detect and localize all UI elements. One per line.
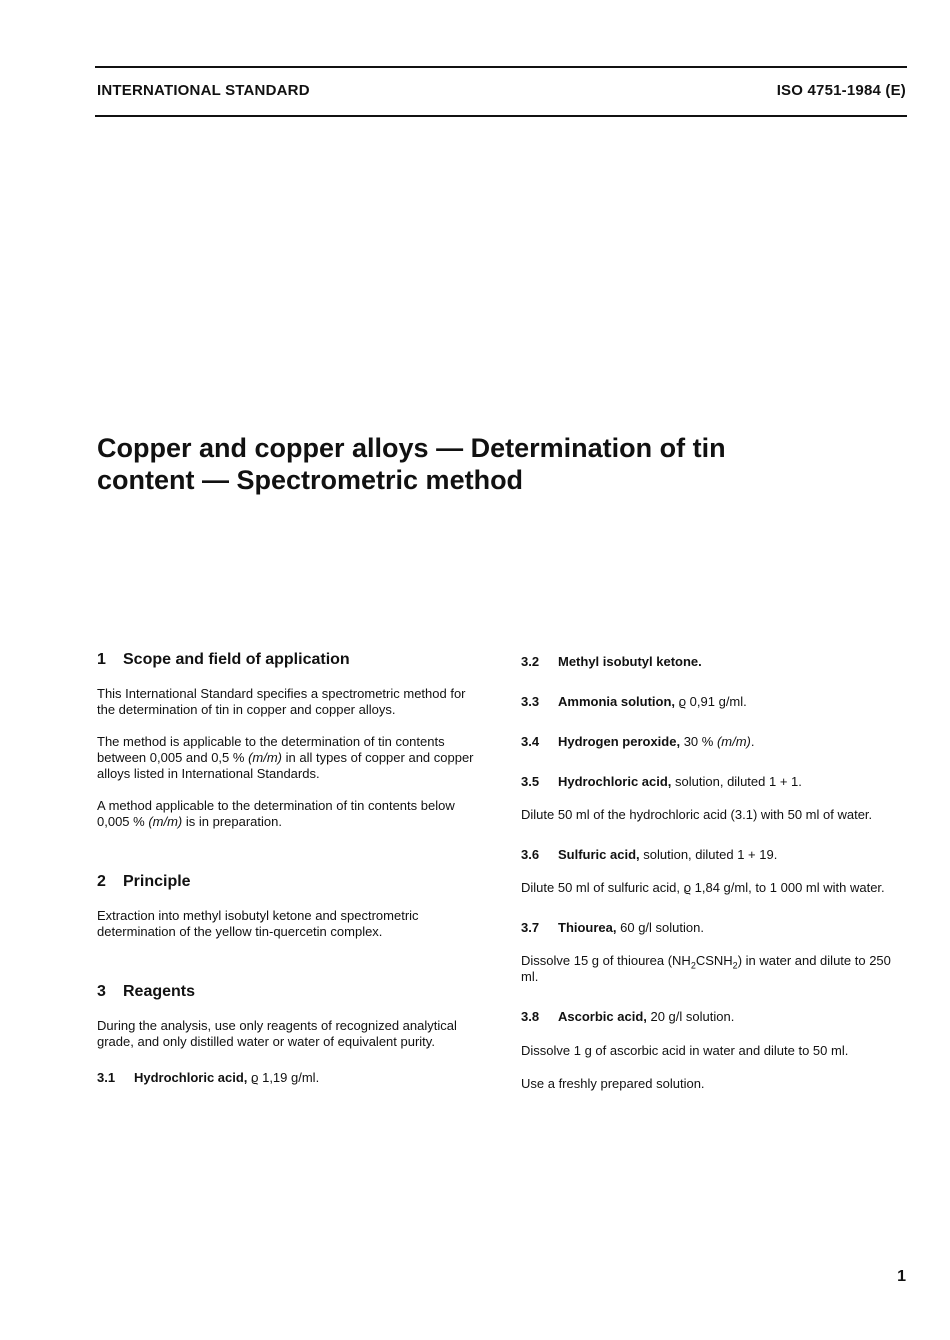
- section-1-para-1: This International Standard specifies a spectrometric method for the determination of tin in copper and copper alloys.: [97, 686, 466, 717]
- section-1-para-3-text-b: is in preparation.: [182, 814, 282, 829]
- reagent-label: Hydrogen peroxide,: [558, 734, 681, 749]
- title-line-1: Copper and copper alloys — Determination of tin: [97, 433, 726, 463]
- section-1-para-2: [97, 734, 485, 782]
- reagent-text: ϱ 1,19 g/ml.: [247, 1070, 320, 1085]
- section-1-para-3: [97, 798, 485, 830]
- mass-fraction-unit: (m/m): [148, 814, 183, 829]
- section-3-heading: [97, 982, 485, 1002]
- section-3-title: Reagents: [123, 983, 196, 1000]
- section-1-para-2-text-a: The method is applicable to the determination of tin contents between 0,005 and 0,5 %: [97, 734, 445, 765]
- section-1-title: Scope and field of application: [123, 651, 350, 668]
- reagent-text-end: .: [750, 734, 755, 749]
- reagent-label: Methyl isobutyl ketone.: [558, 654, 702, 669]
- section-1-heading: [97, 650, 485, 670]
- reagent-3-1: [97, 1070, 485, 1086]
- reagent-3-7-para: [521, 953, 909, 985]
- reagent-3-5-para: Dilute 50 ml of the hydrochloric acid (3.1) with 50 ml of water.: [521, 807, 873, 822]
- reagent-3-3: [521, 694, 909, 710]
- reagent-text: solution, diluted 1 + 19.: [639, 847, 778, 862]
- section-1-para-2-text-b: in all types of copper and copper alloys listed in International Standards.: [97, 750, 474, 781]
- reagent-3-7: [521, 920, 909, 936]
- reagent-number: 3.7: [521, 920, 540, 935]
- left-column: [97, 650, 485, 1086]
- section-2-number: 2: [97, 873, 106, 890]
- reagent-3-8-para-2: Use a freshly prepared solution.: [521, 1076, 705, 1091]
- reagent-number: 3.1: [97, 1070, 116, 1085]
- header-top-rule: [95, 66, 907, 68]
- reagent-3-8-para-1: Dissolve 1 g of ascorbic acid in water and dilute to 50 ml.: [521, 1043, 849, 1058]
- page-number: 1: [897, 1268, 906, 1285]
- header-doc-type: INTERNATIONAL STANDARD: [97, 82, 310, 99]
- reagent-number: 3.3: [521, 694, 540, 709]
- reagent-label: Hydrochloric acid,: [134, 1070, 248, 1085]
- reagent-number: 3.6: [521, 847, 540, 862]
- reagent-number: 3.8: [521, 1009, 540, 1024]
- reagent-number: 3.4: [521, 734, 540, 749]
- para-text: ) in water and dilute to 250 ml.: [521, 953, 891, 984]
- reagent-label: Thiourea,: [558, 920, 617, 935]
- reagent-label: Ammonia solution,: [558, 694, 675, 709]
- reagent-number: 3.5: [521, 774, 540, 789]
- reagent-text: 60 g/l solution.: [616, 920, 704, 935]
- subscript: 2: [732, 960, 738, 971]
- reagent-text: 30 %: [680, 734, 717, 749]
- document-title: [97, 432, 857, 496]
- reagent-3-2: [521, 654, 909, 670]
- reagent-text: solution, diluted 1 + 1.: [671, 774, 802, 789]
- reagent-3-4: [521, 734, 909, 750]
- header-doc-number: ISO 4751-1984 (E): [776, 82, 906, 99]
- header-bottom-rule: [95, 115, 907, 117]
- section-2-title: Principle: [123, 873, 191, 890]
- para-text: CSNH: [695, 953, 733, 968]
- reagent-number: 3.2: [521, 654, 540, 669]
- reagent-3-5: [521, 774, 909, 790]
- reagent-label: Sulfuric acid,: [558, 847, 640, 862]
- para-text: Dissolve 15 g of thiourea (NH: [521, 953, 691, 968]
- mass-fraction-unit: (m/m): [716, 734, 751, 749]
- reagent-3-8: [521, 1009, 909, 1025]
- section-2-para-1: Extraction into methyl isobutyl ketone and spectrometric determination of the yellow tin-quercetin complex.: [97, 908, 419, 939]
- title-line-2: content — Spectrometric method: [97, 465, 524, 495]
- reagent-label: Hydrochloric acid,: [558, 774, 672, 789]
- reagent-text: 20 g/l solution.: [646, 1009, 735, 1024]
- right-column: [521, 654, 909, 1092]
- section-3-para-1: During the analysis, use only reagents of recognized analytical grade, and only distilled water or water of equivalent purity.: [97, 1018, 457, 1049]
- section-1-number: 1: [97, 651, 106, 668]
- reagent-text: ϱ 0,91 g/ml.: [675, 694, 747, 709]
- reagent-label: Ascorbic acid,: [558, 1009, 647, 1024]
- subscript: 2: [690, 960, 696, 971]
- reagent-3-6-para: Dilute 50 ml of sulfuric acid, ϱ 1,84 g/ml, to 1 000 ml with water.: [521, 880, 885, 895]
- reagent-3-6: [521, 847, 909, 863]
- mass-fraction-unit: (m/m): [248, 750, 282, 765]
- section-2-heading: [97, 872, 485, 892]
- section-3-number: 3: [97, 983, 106, 1000]
- section-1-para-3-text-a: A method applicable to the determination of tin contents below 0,005 %: [97, 798, 455, 829]
